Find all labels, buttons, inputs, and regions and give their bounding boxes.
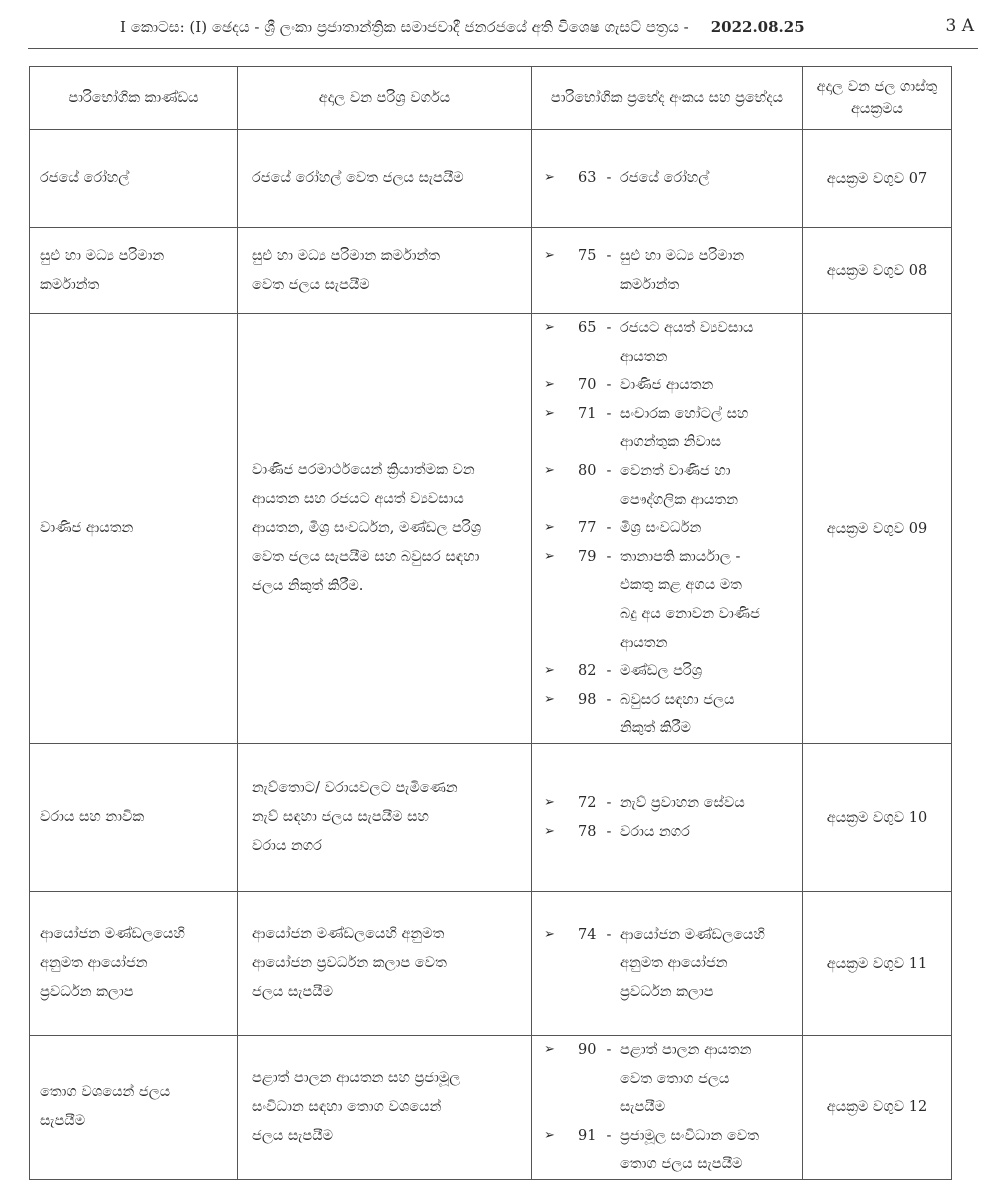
premise-type-line: ආයෝජන මණ්ඩලයෙහි අනුමත xyxy=(252,926,445,942)
consumer-category-line: කර්මාන්ත xyxy=(40,276,100,293)
subcategory-number: 80 xyxy=(578,463,597,480)
subcategory-number: 98 xyxy=(578,691,597,708)
subcategory-item xyxy=(544,818,794,847)
header-tariff-class: අදාල වන ජල ගාස්තු අයක්‍රමය xyxy=(803,67,952,130)
tariff-class-cell: අයක්‍රම වගුව 10 xyxy=(803,744,952,892)
subcategory-item xyxy=(544,1036,794,1122)
subcategory-text xyxy=(616,1122,794,1179)
subcategory-number: 90 xyxy=(578,1042,597,1058)
subcategory-item xyxy=(544,514,794,543)
subcategory-item xyxy=(544,921,794,1007)
separator-dash: - xyxy=(606,663,612,680)
subcategory-text xyxy=(616,400,794,457)
subcategory-text xyxy=(616,789,794,818)
separator-dash: - xyxy=(606,794,612,811)
separator-dash: - xyxy=(606,823,612,840)
subcategory-text-line: ප්‍රවර්ධන කලාප xyxy=(620,983,714,1000)
page-number: 3 A xyxy=(945,16,974,36)
subcategory-text-line: අනුමත ආයෝජන xyxy=(620,955,728,972)
subcategory-text-line: සැපයීම xyxy=(620,1099,666,1116)
premise-type-line: සුළු හා මධ්‍ය පරිමාන කර්මාන්ත xyxy=(252,247,441,264)
subcategory-number: 63 xyxy=(578,170,597,187)
tariff-class-cell: අයක්‍රම වගුව 12 xyxy=(803,1036,952,1180)
subcategory-text-line: පෞද්ගලික ආයතන xyxy=(620,491,738,508)
header-premise-type: අදාල වන පරිශ්‍ර වර්ගය xyxy=(238,67,532,130)
bullet-arrow-icon: ➢ xyxy=(544,691,555,707)
subcategory-cell xyxy=(532,228,803,314)
subcategory-number: 91 xyxy=(578,1127,597,1144)
consumer-category-line: වාණිජ ආයතන xyxy=(40,520,134,536)
premise-type-line: රජයේ රෝහල් වෙත ජලය සැපයීම xyxy=(252,170,464,186)
subcategory-text xyxy=(616,314,794,371)
subcategory-item xyxy=(544,686,794,743)
subcategory-text-line: ආයතන xyxy=(620,348,668,365)
tariff-class-cell: අයක්‍රම වගුව 07 xyxy=(803,130,952,228)
bullet-arrow-icon: ➢ xyxy=(544,170,555,186)
subcategory-text-line: මණ්ඩල පරිශ්‍ර xyxy=(620,663,703,680)
subcategory-text-line: බදු අය නොවන වාණිජ xyxy=(620,605,760,622)
premise-type-line: නැව්තොට/ වරායවලට පැමිණෙන xyxy=(252,780,458,796)
separator-dash: - xyxy=(606,926,612,943)
consumer-category-line: ප්‍රවර්ධන කලාප xyxy=(40,984,134,1000)
bullet-arrow-icon: ➢ xyxy=(544,377,555,393)
subcategory-item xyxy=(544,657,794,686)
subcategory-text-line: වෙනත් වාණිජ හා xyxy=(620,463,731,480)
premise-type-cell xyxy=(238,228,532,314)
table-row xyxy=(30,314,952,744)
premise-type-line: නැව් සඳහා ජලය සැපයීම සහ xyxy=(252,809,429,825)
consumer-category-line: සැපයීම xyxy=(40,1113,86,1130)
subcategory-cell xyxy=(532,1036,803,1180)
subcategory-text xyxy=(616,818,794,847)
bullet-arrow-icon: ➢ xyxy=(544,926,555,942)
subcategory-text-line: ආයතන xyxy=(620,634,668,651)
subcategory-text-line: රජයට අයත් ව්‍යවසාය xyxy=(620,320,754,337)
premise-type-line: සංවිධාන සඳහා තොග වශයෙන් xyxy=(252,1098,442,1115)
consumer-category-line: තොග වශයෙන් ජලය xyxy=(40,1084,171,1101)
subcategory-text-line: නිකුත් කිරීම xyxy=(620,720,691,737)
subcategory-item xyxy=(544,400,794,457)
subcategory-item xyxy=(544,164,794,193)
subcategory-text-line: කර්මාන්ත xyxy=(620,276,680,293)
premise-type-cell xyxy=(238,314,532,744)
subcategory-text-line: වාණිජ ආයතන xyxy=(620,377,714,394)
table-header-row xyxy=(30,67,952,130)
gazette-title-text: I කොටස: (I) ඡෙදය - ශ්‍රී ලංකා ප්‍රජාතාන්ත්‍රික සමාජවාදී ජනරජයේ අති විශෙෂ ගැසට් පත්‍රය - xyxy=(120,18,689,36)
subcategory-text-line: තොග ජලය සැපයීම xyxy=(620,1156,743,1173)
tariff-class-cell: අයක්‍රම වගුව 08 xyxy=(803,228,952,314)
subcategory-number: 78 xyxy=(578,823,597,840)
bullet-arrow-icon: ➢ xyxy=(544,247,555,263)
subcategory-cell xyxy=(532,892,803,1036)
bullet-arrow-icon: ➢ xyxy=(544,823,555,839)
bullet-arrow-icon: ➢ xyxy=(544,520,555,536)
subcategory-number: 72 xyxy=(578,794,597,811)
subcategory-number: 71 xyxy=(578,405,597,422)
bullet-arrow-icon: ➢ xyxy=(544,1127,555,1143)
subcategory-text-line: සුළු හා මධ්‍ය පරිමාන xyxy=(620,247,745,264)
subcategory-text xyxy=(616,1036,794,1122)
premise-type-line: වෙත ජලය සැපයීම xyxy=(252,276,370,293)
table-row xyxy=(30,892,952,1036)
subcategory-text-line: බවුසර සඳහා ජලය xyxy=(620,691,735,708)
subcategory-cell xyxy=(532,314,803,744)
table-row xyxy=(30,228,952,314)
subcategory-item xyxy=(544,242,794,299)
bullet-arrow-icon: ➢ xyxy=(544,405,555,421)
separator-dash: - xyxy=(606,548,612,565)
subcategory-item xyxy=(544,1122,794,1179)
subcategory-cell xyxy=(532,744,803,892)
subcategory-number: 79 xyxy=(578,548,597,565)
separator-dash: - xyxy=(606,377,612,394)
bullet-arrow-icon: ➢ xyxy=(544,794,555,810)
premise-type-line: ජලය සැපයීම xyxy=(252,984,334,1000)
premise-type-line: වාණිජ පරමාර්ථයෙන් ක්‍රියාත්මක වන xyxy=(252,462,475,478)
separator-dash: - xyxy=(606,247,612,264)
subcategory-number: 70 xyxy=(578,377,597,394)
table-row xyxy=(30,1036,952,1180)
subcategory-number: 65 xyxy=(578,320,597,337)
subcategory-cell xyxy=(532,130,803,228)
separator-dash: - xyxy=(606,405,612,422)
bullet-arrow-icon: ➢ xyxy=(544,663,555,679)
consumer-category-line: අනුමත ආයෝජන xyxy=(40,955,148,971)
separator-dash: - xyxy=(606,691,612,708)
header-subcategory: පාරිභෝගික ප්‍රභේද අංකය සහ ප්‍රභේදය xyxy=(532,67,803,130)
subcategory-text-line: සංචාරක හෝටල් සහ xyxy=(620,405,749,422)
subcategory-text-line: මිශ්‍ර සංවර්ධන xyxy=(620,520,702,537)
premise-type-line: වරාය නගර xyxy=(252,838,322,854)
premise-type-line: ජලය නිකුත් කිරීම. xyxy=(252,578,364,594)
subcategory-text xyxy=(616,921,794,1007)
subcategory-text-line: වරාය නගර xyxy=(620,823,690,840)
tariff-table xyxy=(29,66,952,1180)
gazette-title xyxy=(120,18,805,36)
premise-type-line: වෙත ජලය සැපයීම සහ බවුසර සඳහා xyxy=(252,549,480,565)
subcategory-text xyxy=(616,543,794,657)
subcategory-text xyxy=(616,242,794,299)
bullet-arrow-icon: ➢ xyxy=(544,1042,555,1057)
premise-type-line: ජලය සැපයීම xyxy=(252,1127,334,1144)
separator-dash: - xyxy=(606,170,612,187)
subcategory-text xyxy=(616,657,794,686)
subcategory-text-line: වෙත තොග ජලය xyxy=(620,1070,730,1087)
subcategory-number: 82 xyxy=(578,663,597,680)
subcategory-item xyxy=(544,371,794,400)
premise-type-line: පළාත් පාලන ආයතන සහ ප්‍රජාමූල xyxy=(252,1069,461,1086)
consumer-category-line: රජයේ රෝහල් xyxy=(40,170,130,186)
premise-type-line: ආයතන, මිශ්‍ර සංවර්ධන, මණ්ඩල පරිශ්‍ර xyxy=(252,520,482,536)
consumer-category-cell xyxy=(30,744,238,892)
consumer-category-line: ආයෝජන මණ්ඩලයෙහි xyxy=(40,926,185,942)
subcategory-text-line: තානාපති කාර්යාල - xyxy=(620,548,741,565)
subcategory-text-line: ආයෝජන මණ්ඩලයෙහි xyxy=(620,926,765,943)
subcategory-text-line: රජයේ රෝහල් xyxy=(620,170,710,187)
bullet-arrow-icon: ➢ xyxy=(544,320,555,336)
header-consumer-category: පාරිභෝගික කාණ්ඩය xyxy=(30,67,238,130)
premise-type-cell xyxy=(238,1036,532,1180)
consumer-category-cell xyxy=(30,892,238,1036)
table-row xyxy=(30,744,952,892)
consumer-category-cell xyxy=(30,228,238,314)
consumer-category-cell xyxy=(30,314,238,744)
subcategory-number: 77 xyxy=(578,520,597,537)
separator-dash: - xyxy=(606,320,612,337)
subcategory-number: 74 xyxy=(578,926,597,943)
separator-dash: - xyxy=(606,1042,612,1058)
subcategory-text-line: පළාත් පාලන ආයතන xyxy=(620,1042,752,1058)
table-body xyxy=(30,130,952,1180)
subcategory-number: 75 xyxy=(578,247,597,264)
separator-dash: - xyxy=(606,463,612,480)
bullet-arrow-icon: ➢ xyxy=(544,463,555,479)
premise-type-cell xyxy=(238,130,532,228)
consumer-category-cell xyxy=(30,1036,238,1180)
subcategory-text xyxy=(616,514,794,543)
subcategory-text xyxy=(616,164,794,193)
premise-type-cell xyxy=(238,892,532,1036)
subcategory-text xyxy=(616,686,794,743)
subcategory-text-line: ආගන්තුක නිවාස xyxy=(620,434,722,451)
premise-type-line: ආයතන සහ රජයට අයත් ව්‍යවසාය xyxy=(252,491,464,507)
gazette-date: 2022.08.25 xyxy=(710,18,805,36)
subcategory-text-line: ප්‍රජාමූල සංවිධාන වෙත xyxy=(620,1127,760,1144)
tariff-class-cell: අයක්‍රම වගුව 11 xyxy=(803,892,952,1036)
premise-type-cell xyxy=(238,744,532,892)
subcategory-text xyxy=(616,371,794,400)
subcategory-text-line: නැව් ප්‍රවාහන සේවය xyxy=(620,794,745,811)
page-header xyxy=(28,14,978,49)
table-row xyxy=(30,130,952,228)
consumer-category-cell xyxy=(30,130,238,228)
bullet-arrow-icon: ➢ xyxy=(544,548,555,564)
consumer-category-line: වරාය සහ නාවික xyxy=(40,809,145,825)
subcategory-item xyxy=(544,543,794,657)
premise-type-line: ආයෝජන ප්‍රවර්ධන කලාප වෙත xyxy=(252,955,447,971)
tariff-class-cell: අයක්‍රම වගුව 09 xyxy=(803,314,952,744)
subcategory-item xyxy=(544,314,794,371)
separator-dash: - xyxy=(606,520,612,537)
subcategory-text-line: එකතු කළ අගය මත xyxy=(620,577,742,594)
subcategory-item xyxy=(544,789,794,818)
subcategory-text xyxy=(616,457,794,514)
consumer-category-line: සුළු හා මධ්‍ය පරිමාන xyxy=(40,247,165,264)
subcategory-item xyxy=(544,457,794,514)
separator-dash: - xyxy=(606,1127,612,1144)
